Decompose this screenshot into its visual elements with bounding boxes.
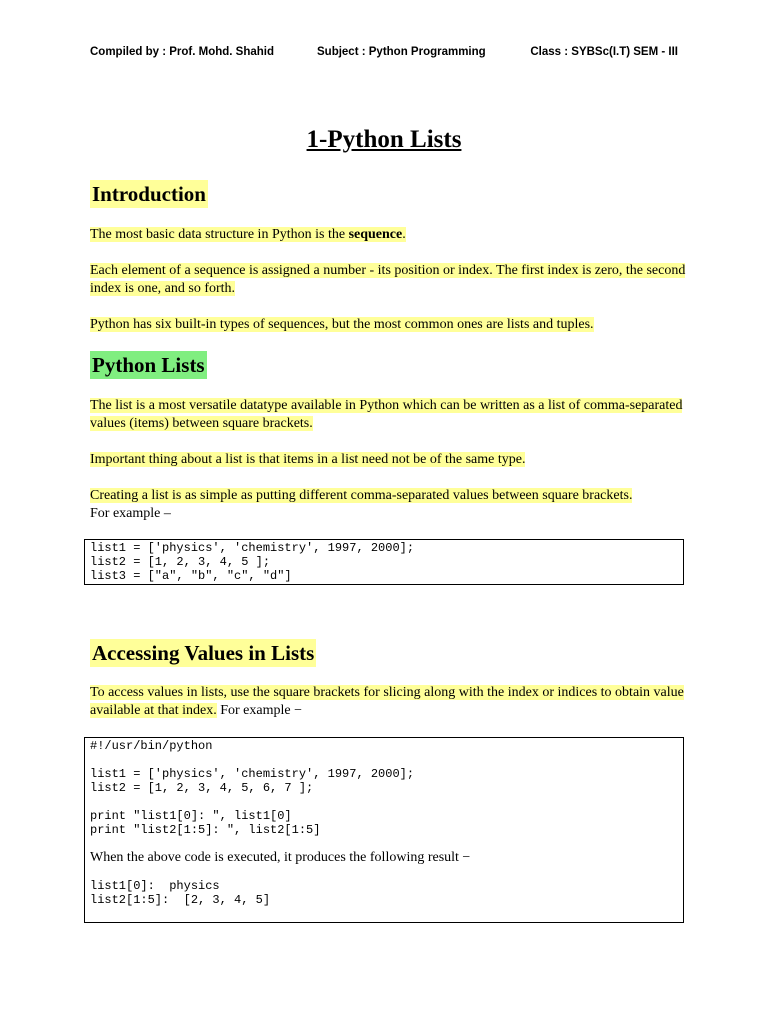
code-shebang: #!/usr/bin/python [90,739,213,753]
access-paragraph [90,684,690,720]
code-line: list1 = ['physics', 'chemistry', 1997, 2000]; [90,541,415,555]
code-note: When the above code is executed, it produces the following result − [90,850,471,865]
intro-paragraph-2 [90,262,690,298]
output-line: list1[0]: physics [90,879,220,893]
heading-python-lists: Python Lists [92,353,205,377]
code-line: list1 = ['physics', 'chemistry', 1997, 2000]; [90,767,415,781]
class-info: Class : SYBSc(I.T) SEM - III [530,46,678,58]
sequence-term: sequence [348,227,403,242]
code-block-accessing [84,737,684,923]
code-line: list2 = [1, 2, 3, 4, 5, 6, 7 ]; [90,781,314,795]
intro-p1-end: . [402,227,406,242]
code-line: list2 = [1, 2, 3, 4, 5 ]; [90,555,271,569]
intro-p3-text: Python has six built-in types of sequences, but the most common ones are lists and tuples. [90,317,594,332]
access-for-example: For example − [216,703,302,718]
code-block-list-creation [84,539,684,585]
subject: Subject : Python Programming [317,46,486,58]
code-line: print "list1[0]: ", list1[0] [90,809,292,823]
lists-paragraph-1 [90,397,690,433]
page-header [90,46,678,66]
lists-paragraph-2 [90,451,690,469]
code-line: print "list2[1:5]: ", list2[1:5] [90,823,321,837]
lists-p3-text: Creating a list is as simple as putting different comma-separated values between square brackets. [90,488,633,503]
lists-paragraph-3 [90,487,690,523]
output-line: list2[1:5]: [2, 3, 4, 5] [90,893,271,907]
for-example-text: For example – [90,506,171,521]
intro-p1-text: The most basic data structure in Python is the [90,227,349,242]
lists-p2-text: Important thing about a list is that items in a list need not be of the same type. [90,452,526,467]
intro-paragraph-3 [90,316,690,334]
access-p1-text: To access values in lists, use the square brackets for slicing along with the index or indices to obtain value available at that index. [90,685,684,718]
lists-p1-text: The list is a most versatile datatype available in Python which can be written as a list of comma-separated values (items) between square brackets. [90,398,683,431]
compiled-by: Compiled by : Prof. Mohd. Shahid [90,46,274,58]
intro-paragraph-1 [90,226,690,244]
heading-accessing-values: Accessing Values in Lists [92,641,315,665]
code-line: list3 = ["a", "b", "c", "d"] [90,569,292,583]
page-title: 1-Python Lists [306,126,462,153]
heading-introduction: Introduction [92,182,206,206]
intro-p2-text: Each element of a sequence is assigned a number - its position or index. The first index is zero, the second index is one, and so forth. [90,263,686,296]
